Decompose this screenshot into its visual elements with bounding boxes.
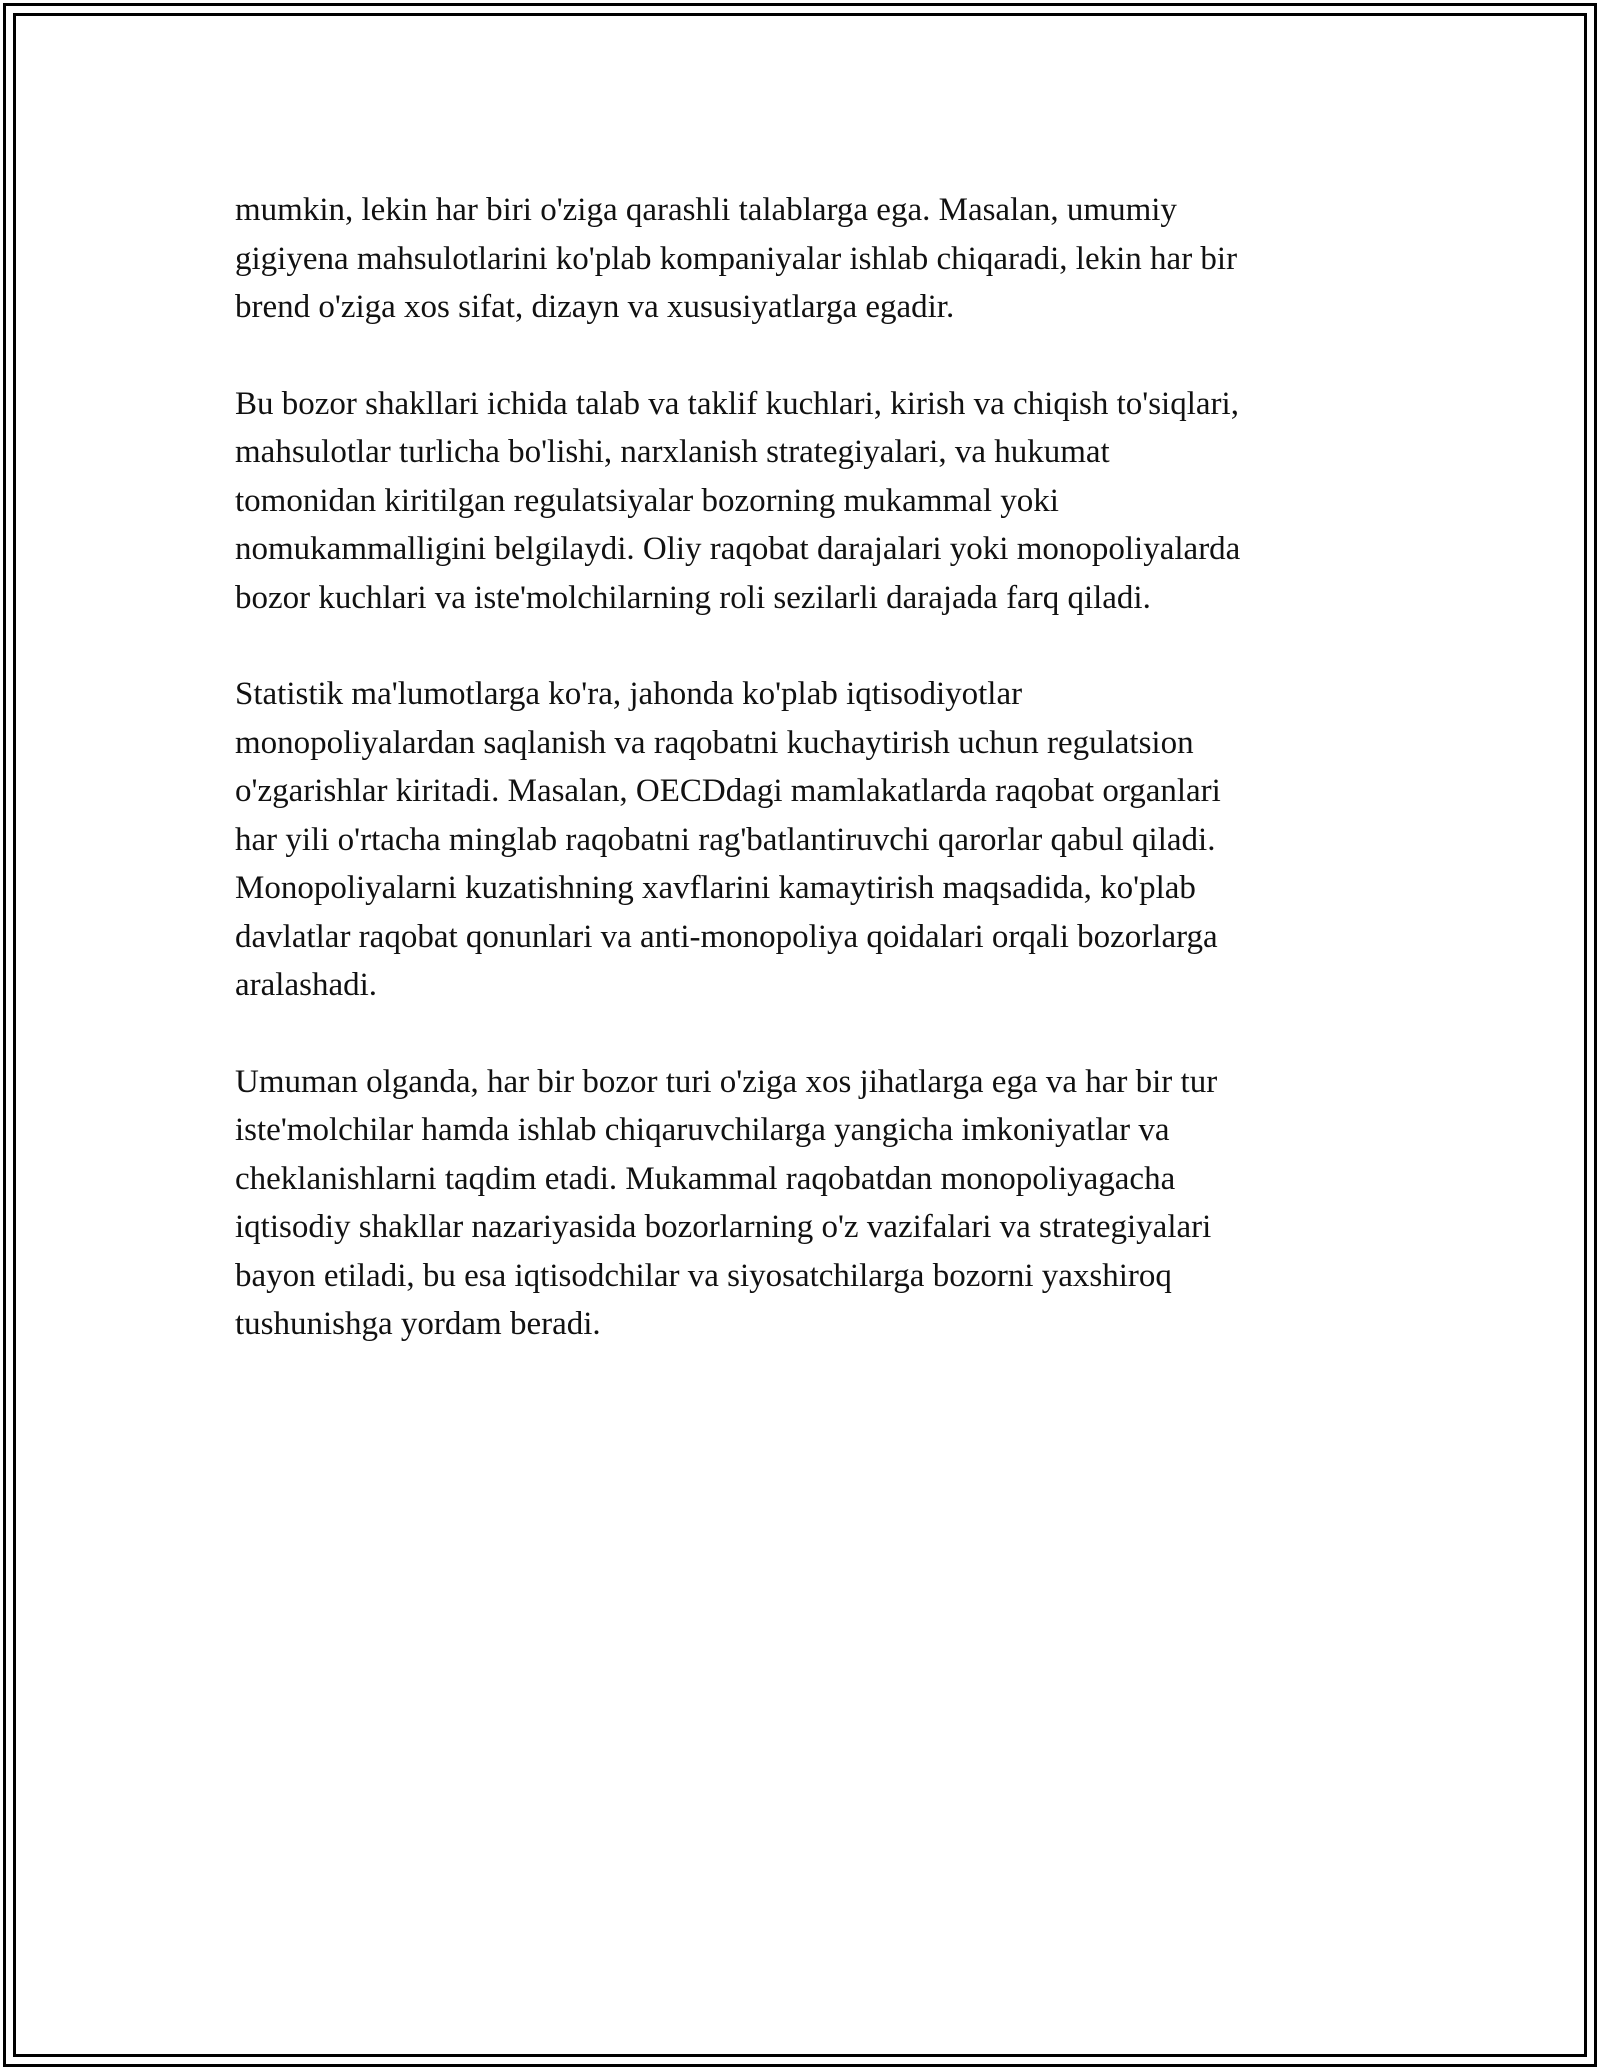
- text-line: aralashadi.: [235, 967, 378, 1003]
- text-line: iste'molchilar hamda ishlab chiqaruvchilarga yangicha imkoniyatlar va: [235, 1112, 1170, 1148]
- text-line: Monopoliyalarni kuzatishning xavflarini kamaytirish maqsadida, ko'plab: [235, 870, 1196, 906]
- text-line: brend o'ziga xos sifat, dizayn va xususiyatlarga egadir.: [235, 289, 955, 325]
- text-line: gigiyena mahsulotlarini ko'plab kompaniyalar ishlab chiqaradi, lekin har bir: [235, 240, 1238, 277]
- text-line: bayon etiladi, bu esa iqtisodchilar va siyosatchilarga bozorni yaxshiroq: [235, 1257, 1172, 1294]
- paragraph-2: [235, 380, 1375, 623]
- paragraph-4: [235, 1058, 1375, 1349]
- text-line: Statistik ma'lumotlarga ko'ra, jahonda ko'plab iqtisodiyotlar: [235, 676, 1023, 712]
- text-line: iqtisodiy shakllar nazariyasida bozorlarning o'z vazifalari va strategiyalari: [235, 1209, 1212, 1245]
- text-line: mahsulotlar turlicha bo'lishi, narxlanish strategiyalari, va hukumat: [235, 434, 1110, 470]
- text-line: davlatlar raqobat qonunlari va anti-monopoliya qoidalari orqali bozorlarga: [235, 918, 1218, 955]
- text-line: monopoliyalardan saqlanish va raqobatni kuchaytirish uchun regulatsion: [235, 724, 1194, 761]
- paragraph-1: [235, 186, 1375, 332]
- text-line: Bu bozor shakllari ichida talab va taklif kuchlari, kirish va chiqish to'siqlari,: [235, 385, 1239, 422]
- text-line: bozor kuchlari va iste'molchilarning roli sezilarli darajada farq qiladi.: [235, 579, 1151, 616]
- document-body: [235, 186, 1375, 1397]
- text-line: har yili o'rtacha minglab raqobatni rag'batlantiruvchi qarorlar qabul qiladi.: [235, 821, 1216, 858]
- text-line: o'zgarishlar kiritadi. Masalan, OECDdagi mamlakatlarda raqobat organlari: [235, 773, 1221, 809]
- text-line: Umuman olganda, har bir bozor turi o'ziga xos jihatlarga ega va har bir tur: [235, 1063, 1218, 1100]
- text-line: nomukammalligini belgilaydi. Oliy raqobat darajalari yoki monopoliyalarda: [235, 531, 1241, 567]
- text-line: mumkin, lekin har biri o'ziga qarashli talablarga ega. Masalan, umumiy: [235, 192, 1177, 228]
- text-line: tomonidan kiritilgan regulatsiyalar bozorning mukammal yoki: [235, 482, 1059, 519]
- text-line: tushunishga yordam beradi.: [235, 1306, 601, 1342]
- paragraph-3: [235, 670, 1375, 1010]
- text-line: cheklanishlarni taqdim etadi. Mukammal raqobatdan monopoliyagacha: [235, 1160, 1176, 1197]
